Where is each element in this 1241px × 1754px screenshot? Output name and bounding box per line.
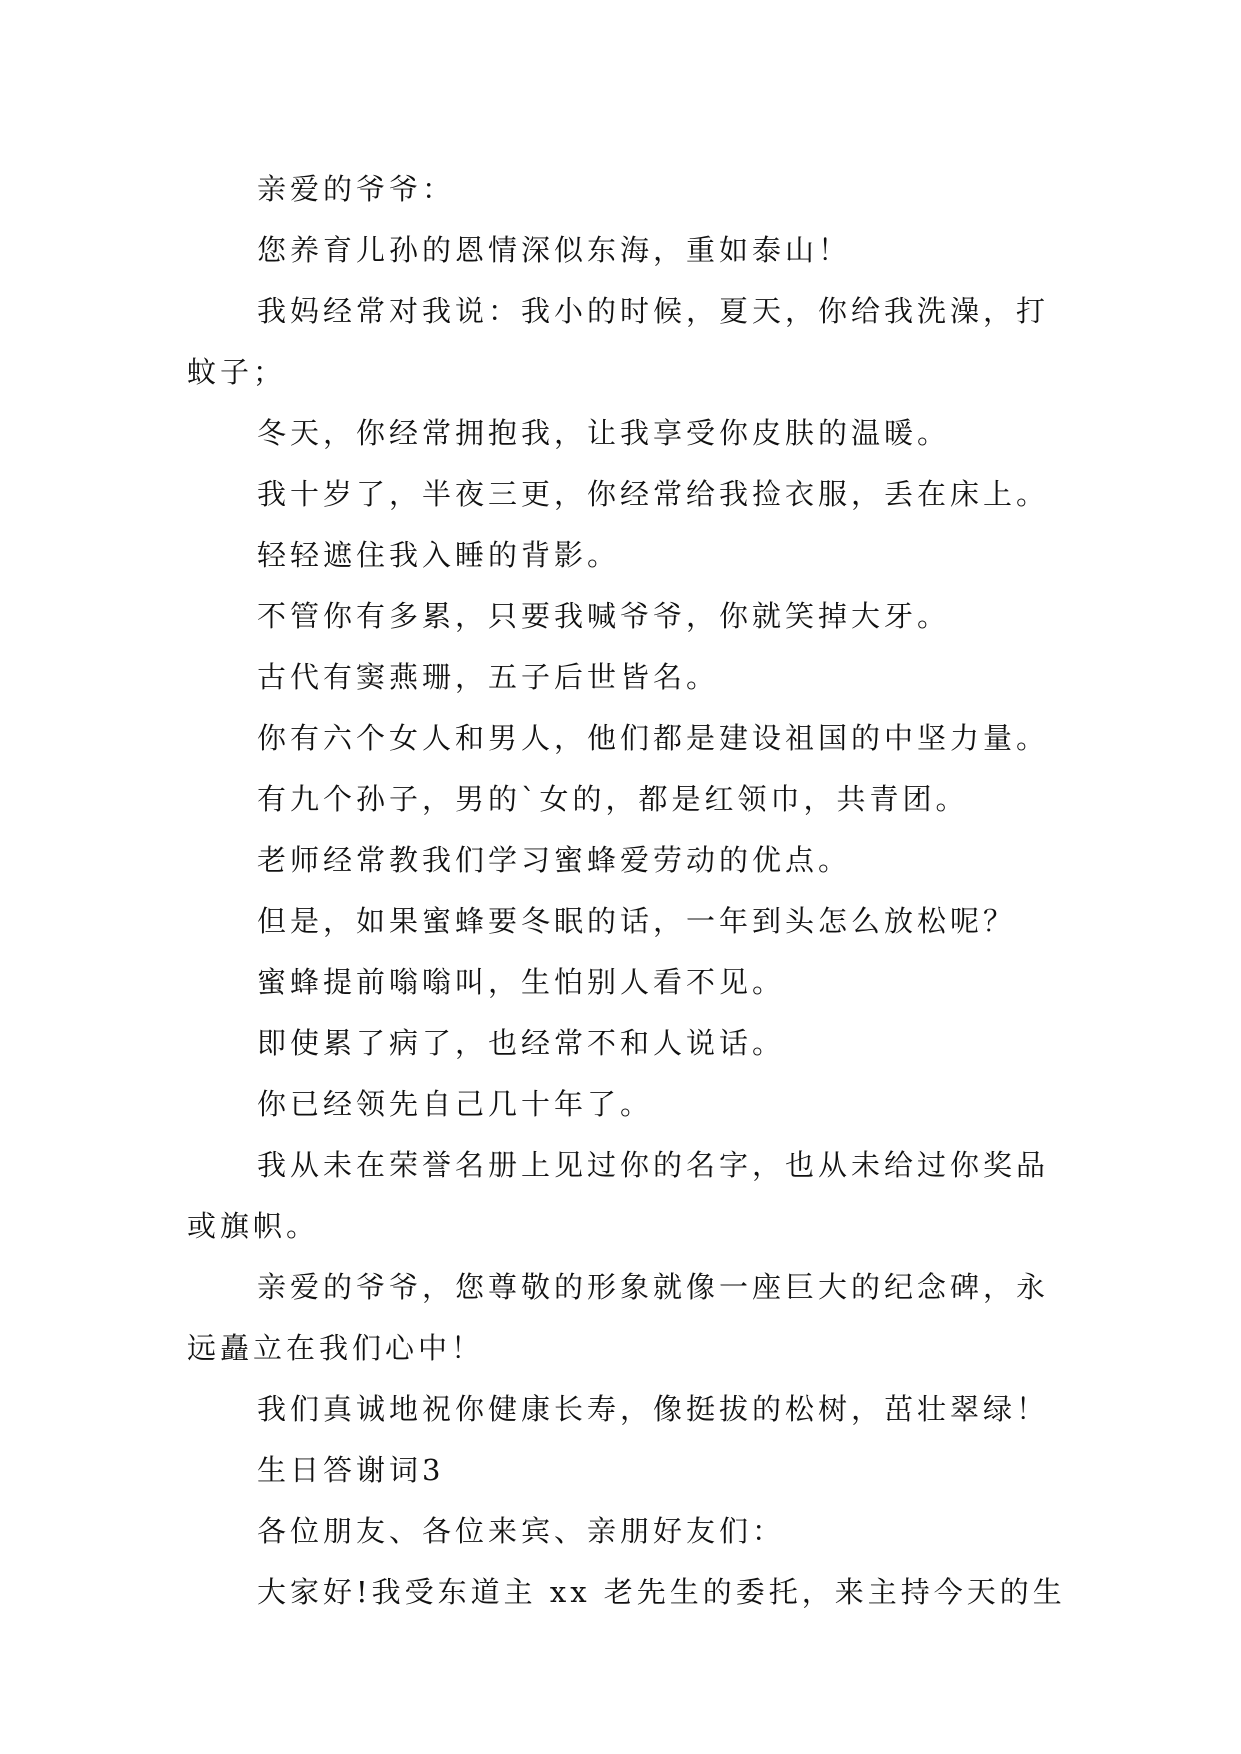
paragraph: 有九个孙子，男的`女的，都是红领巾，共青团。: [257, 782, 969, 816]
paragraph: 我从未在荣誉名册上见过你的名字，也从未给过你奖品或旗帜。: [187, 1148, 1050, 1243]
paragraph-salutation: 亲爱的爷爷：: [257, 172, 456, 206]
paragraph: 我十岁了，半夜三更，你经常给我捡衣服，丢在床上。: [257, 477, 1050, 511]
paragraph-salutation: 各位朋友、各位来宾、亲朋好友们：: [257, 1514, 786, 1548]
paragraph: 轻轻遮住我入睡的背影。: [257, 538, 621, 572]
paragraph: 大家好!我受东道主 xx 老先生的委托，来主持今天的生: [257, 1575, 1066, 1609]
document-body: [187, 159, 1067, 1623]
paragraph: 你已经领先自己几十年了。: [257, 1087, 654, 1121]
paragraph: 我妈经常对我说：我小的时候，夏天，你给我洗澡，打蚊子；: [187, 294, 1050, 389]
paragraph: 不管你有多累，只要我喊爷爷，你就笑掉大牙。: [257, 599, 951, 633]
paragraph: 我们真诚地祝你健康长寿，像挺拔的松树，茁壮翠绿！: [257, 1392, 1050, 1426]
paragraph: 但是，如果蜜蜂要冬眠的话，一年到头怎么放松呢？: [257, 904, 1017, 938]
paragraph: 你有六个女人和男人，他们都是建设祖国的中坚力量。: [257, 721, 1050, 755]
paragraph: 老师经常教我们学习蜜蜂爱劳动的优点。: [257, 843, 852, 877]
section-heading: 生日答谢词3: [257, 1453, 445, 1487]
paragraph: 古代有窦燕珊，五子后世皆名。: [257, 660, 720, 694]
paragraph: 蜜蜂提前嗡嗡叫，生怕别人看不见。: [257, 965, 786, 999]
paragraph: 冬天，你经常拥抱我，让我享受你皮肤的温暖。: [257, 416, 951, 450]
paragraph: 您养育儿孙的恩情深似东海，重如泰山！: [257, 233, 852, 267]
paragraph: 亲爱的爷爷，您尊敬的形象就像一座巨大的纪念碑，永远矗立在我们心中！: [187, 1270, 1050, 1365]
paragraph: 即使累了病了，也经常不和人说话。: [257, 1026, 786, 1060]
